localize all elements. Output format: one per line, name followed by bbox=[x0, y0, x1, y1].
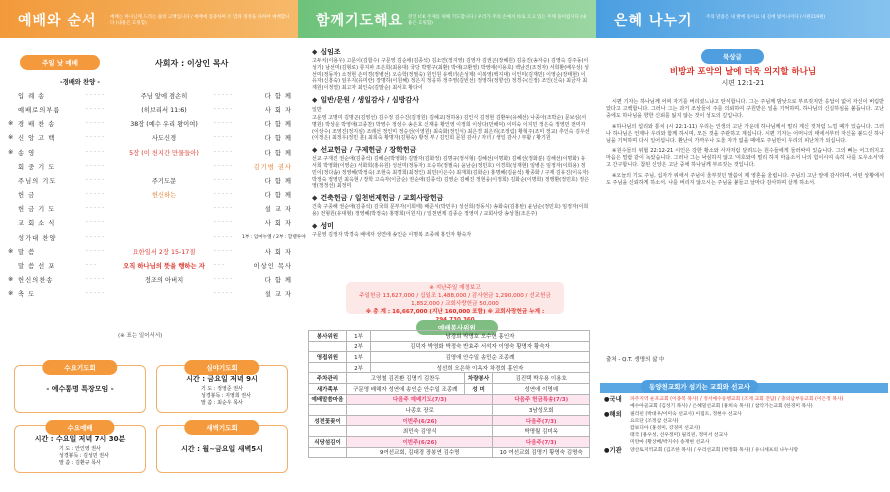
service-row bbox=[309, 426, 590, 437]
worship-person: 다 함 께 bbox=[264, 135, 292, 143]
service-row bbox=[309, 394, 590, 405]
sharing-section-title: 은혜 나누기 bbox=[614, 13, 693, 29]
mission-group bbox=[604, 396, 886, 410]
worship-dots: · · · · · bbox=[214, 176, 233, 184]
wednesday-worship-sub2: 성경봉독 : 김성민 권사 bbox=[59, 453, 109, 459]
worship-row bbox=[8, 202, 293, 216]
worship-content: 요한일서 2장 15-17절 bbox=[132, 248, 196, 256]
worship-item: 입 례 송 bbox=[18, 92, 46, 100]
service-category bbox=[309, 405, 347, 416]
service-row bbox=[309, 362, 590, 373]
service-cell: 이번주(6/26) bbox=[347, 436, 493, 447]
worship-row bbox=[8, 145, 293, 159]
worship-row bbox=[8, 88, 293, 102]
worship-dots: · · · · · bbox=[86, 176, 105, 184]
worship-content: 5장 (이 천지간 만물들아) bbox=[129, 149, 199, 157]
service-cell: 다음주(7/3) bbox=[493, 415, 590, 426]
sharing-column bbox=[596, 0, 890, 492]
worship-content: 사도신경 bbox=[151, 135, 177, 143]
offering-list bbox=[312, 45, 590, 242]
service-cell: 김영애 안수일 송민순 조종례 bbox=[371, 352, 590, 363]
mission-item: 캄보디아 (홍성미, 강경미 선교사) bbox=[630, 426, 701, 431]
worship-dots: · · · · · bbox=[214, 91, 233, 99]
service-cell: 김진택 박우용 이용호 bbox=[493, 373, 590, 384]
service-cell: 구문영 배해자 성연애 송인순 안수일 조종례 bbox=[347, 383, 465, 394]
service-row bbox=[309, 352, 590, 363]
worship-person: 사 회 자 bbox=[264, 220, 292, 228]
mission-item: 예수아골교회 (김성기 목사) / 은혜밀선교회 (홍희숙 목사) / 참악가는교회 (한경미 목사) bbox=[630, 404, 813, 409]
sermon-paragraph: ※오늘의 기도 주님, 십자가 위에서 주님이 울부짖던 말씀이 제 영혼을 울립니다. 주님의 고난 앞에 감사하며, 어떤 상황에서도 주님을 신뢰하게 하소서. 나를 버리지 않으시는 주님을 붙들고 날마다 감사하며 살게 하소서. bbox=[606, 173, 884, 187]
mission-label: ●국내 bbox=[604, 396, 622, 403]
worship-section-title: 예배와 순서 bbox=[18, 13, 97, 29]
sermon-title: 비방과 포악의 날에 더욱 의지할 하나님 bbox=[669, 67, 817, 77]
mission-item: 양산토지역교회 (김조한 목사) / 우리선교회 (박정화 목사) / 유니세프의 나누사랑 bbox=[630, 448, 799, 453]
service-row bbox=[309, 331, 590, 342]
worship-dots: · · · · · bbox=[214, 233, 233, 241]
worship-row bbox=[8, 74, 293, 88]
sermon-paragraph: 시편 기자는 하나님께 어찌 자기를 버리셨느냐고 탄식합니다. 그는 주님께 밤낮으로 부르짖지만 응답이 없어 자신이 버림받았다고 고백합니다. 그러나 그는 과거 조상들이 주를 의뢰하여 구원받은 일을 기억하며, 하나님의 신실하심을 붙듭니다. 고난 중에도 하나님을 향한 신뢰를 잃지 않는 것이 성도의 길입니다. bbox=[606, 99, 884, 119]
worship-header-note: 예배는 하나님께 드리는 삶의 고백입니다 / 예배에 집중하며 온 맘과 정성을 다하여 예배합니다 (내용은 흐릿함) bbox=[110, 15, 290, 26]
worship-person: 사 회 자 bbox=[264, 106, 292, 114]
worship-mark: ※ bbox=[8, 290, 14, 298]
worship-item: 말 씀 bbox=[18, 248, 36, 256]
prayer-column bbox=[298, 0, 596, 492]
worship-content: 헌신하는 bbox=[151, 192, 177, 200]
service-category bbox=[309, 426, 347, 437]
worship-person: 다 함 께 bbox=[264, 177, 292, 185]
service-category: 봉사위원 bbox=[309, 331, 347, 342]
worship-mark: ※ bbox=[8, 148, 14, 156]
sermon-reference: 시편 12:1-21 bbox=[721, 79, 765, 87]
service-row bbox=[309, 415, 590, 426]
worship-item: 회 중 기 도 bbox=[18, 163, 56, 171]
finance-report-detail: 주일헌금 13,627,000 / 십일조 1,488,000 / 감사헌금 1,290,000 / 선교헌금 1,852,000 / 교회사랑헌금 50,000 bbox=[359, 293, 551, 307]
dawn-prayer-time: 시간 : 월~금요일 새벽5시 bbox=[181, 445, 263, 453]
offering-section-title bbox=[312, 95, 590, 105]
offering-section-sub: 일반 bbox=[312, 106, 322, 113]
dawn-prayer-box bbox=[156, 425, 288, 473]
worship-item: 주님의 기도 bbox=[18, 177, 57, 185]
mission-label: ●기관 bbox=[604, 447, 622, 454]
service-category bbox=[309, 362, 347, 373]
sermon-text bbox=[606, 99, 884, 191]
worship-dots: · · · · · bbox=[214, 290, 233, 298]
worship-mark: ※ bbox=[8, 134, 14, 142]
worship-row bbox=[8, 117, 293, 131]
worship-order-list bbox=[8, 74, 306, 301]
service-cell: 김덕자 박영화 박정숙 반효주 서석자 이영숙 황명자 황숙자 bbox=[371, 341, 590, 352]
worship-dots: · · · · · bbox=[86, 205, 105, 213]
worship-content: 오직 하나님의 뜻을 행하는 자 bbox=[123, 263, 205, 271]
worship-row bbox=[8, 216, 293, 230]
worship-dots: · · · · · bbox=[86, 105, 105, 113]
worship-dots: · · · · · bbox=[86, 219, 105, 227]
worship-dots: · · · · · bbox=[214, 162, 233, 170]
worship-person: 이상인 목사 bbox=[253, 263, 292, 271]
service-cell: 다음주 예배기도(7/3) bbox=[347, 394, 493, 405]
worship-content: 주기도문 bbox=[151, 177, 177, 185]
mission-group bbox=[604, 447, 886, 454]
worship-header-band bbox=[0, 0, 298, 38]
wednesday-worship-time: 시간 : 수요일 저녁 7시 30분 bbox=[34, 435, 126, 443]
worship-dots: · · · bbox=[86, 262, 97, 270]
worship-mark: ※ bbox=[8, 276, 14, 284]
worship-dots: · · · · · bbox=[214, 205, 233, 213]
night-prayer-sub2: 성경봉독 : 지영희 권사 bbox=[201, 393, 251, 399]
worship-person: 사 회 자 bbox=[264, 248, 292, 256]
offering-section-label: 선교헌금 / 구제헌금 / 장학헌금 bbox=[320, 146, 417, 155]
service-cell: 박명월 김미옥 bbox=[493, 426, 590, 437]
mission-items bbox=[630, 411, 886, 446]
service-cell: 차량봉사 bbox=[464, 373, 493, 384]
service-row bbox=[309, 383, 590, 394]
worship-person: 다 함 께 bbox=[264, 192, 292, 200]
worship-heading: -경배와 찬양 - bbox=[60, 78, 101, 86]
sharing-header-band bbox=[596, 0, 890, 38]
offering-section-title bbox=[312, 193, 590, 203]
worship-row bbox=[8, 273, 293, 287]
worship-content: 주님 앞에 겸손히 bbox=[140, 92, 188, 100]
sermon-source: 출처 - Q.T. 생명의 삶 中 bbox=[606, 357, 665, 363]
offering-section-label: 심임조 bbox=[320, 48, 341, 56]
service-cell: 3남성모회 bbox=[493, 405, 590, 416]
mission-item: 요르단 (조정삼 선교사) bbox=[630, 419, 679, 424]
service-team-pill: 예배봉사위원 bbox=[416, 320, 498, 335]
offering-section-names: 고운영 고명미 김명곤(김영선) 김수정 김수진(김정원) 김혜교(정하용) 김인식 김정현 김환두(유혜선) 나종아(조박순) 문보심(서명원) 박상운 박영애(고종찬) 박영수 정성수 송은호 신재웅 황인영 이정희 이상다(민해덕) 이미숙 이지민 정은숙 정영민 전미자(이상수) 조영진(정지심) 조래선 정인미 정승선(이영원) 최숙화(정인식) 최은경 최은리(조정림) 황혁주(조미 정교) 추인숙 김우선(이정은) 최정우(정민 훈) 최희숙 황명자(김형숙) 황정 부 / 김인희 문원 감사 / 자녀 / 생일 감사 / 부활 / 황기원 bbox=[312, 114, 590, 142]
worship-row bbox=[8, 159, 293, 173]
worship-item: 성가대 찬양 bbox=[18, 234, 57, 242]
diamond-icon: ◆ bbox=[312, 194, 318, 203]
worship-person: 설 교 자 bbox=[264, 206, 292, 214]
finance-report bbox=[346, 282, 564, 314]
worship-dots: · · · · · bbox=[214, 247, 233, 255]
diamond-icon: ◆ bbox=[312, 48, 318, 56]
worship-dots: · · · · · bbox=[86, 276, 105, 284]
diamond-icon: ◆ bbox=[312, 221, 318, 230]
worship-row bbox=[8, 188, 293, 202]
service-category: 영접위원 bbox=[309, 352, 347, 363]
service-team-table bbox=[308, 330, 590, 458]
service-cell: 성연애 이명예 bbox=[493, 383, 590, 394]
service-cell: 성선희 오은하 이옥자 차경희 홍인자 bbox=[371, 362, 590, 373]
wednesday-meeting-title: 수요기도회 bbox=[42, 360, 117, 375]
worship-content: 38장 (예수 우리 왕이여) bbox=[130, 121, 198, 129]
worship-row bbox=[8, 173, 293, 187]
offering-section-label: 일반/문원 / 생일감사 / 심방감사 bbox=[320, 95, 419, 104]
worship-dots: · · · · · bbox=[86, 290, 105, 298]
worship-person: 다 함 께 bbox=[264, 149, 292, 157]
offering-section-label: 건축헌금 / 일천번제헌금 / 교회사랑헌금 bbox=[320, 194, 444, 203]
mission-group bbox=[604, 411, 886, 446]
finance-report-total: ※ 총 계 : 16,667,000 (지난 160,000 포함) ※ 교회사랑헌금 누계 : bbox=[365, 309, 545, 315]
service-category: 성전꽃꽂이 bbox=[309, 415, 347, 426]
worship-dots: · · · · · bbox=[214, 105, 233, 113]
service-cell: 이번주(6/26) bbox=[347, 415, 493, 426]
service-cell: 다음주(7/3) bbox=[493, 436, 590, 447]
worship-person: 다 함 께 bbox=[264, 92, 292, 100]
service-subgroup: 1부 bbox=[347, 352, 371, 363]
mission-items bbox=[630, 447, 886, 454]
worship-dots: · · · · · bbox=[86, 247, 105, 255]
worship-row bbox=[8, 230, 306, 244]
service-category: 주차관리 bbox=[309, 373, 347, 384]
offering-section-title bbox=[312, 47, 590, 57]
worship-row bbox=[8, 258, 293, 272]
sunday-worship-pill: 주일 낮 예배 bbox=[20, 55, 100, 70]
service-cell: 성 미 bbox=[464, 383, 493, 394]
service-cell: 다음주 헌금특송(7/3) bbox=[493, 394, 590, 405]
worship-item: 말 씀 선 포 bbox=[18, 263, 56, 271]
offering-section-title bbox=[312, 221, 590, 231]
worship-dots: · · · · · bbox=[214, 219, 233, 227]
sermon-paragraph: ※하나님의 섭리와 통치 (시 22:1-11) 우리는 인생의 고난 가운데 하나님께서 멀리 계신 것처럼 느낄 때가 있습니다. 그러나 하나님은 언제나 우리와 함께 하시며, 모든 것을 주관하고 계십니다. 시편 기자는 어머니의 태에서부터 자신을 붙드신 하나님을 기억하며 다시 일어섭니다. 환난이 가까우나 도울 자가 없을 때에도 주님만이 우리의 피난처가 되십니다. bbox=[606, 123, 884, 144]
worship-mark: ※ bbox=[8, 120, 14, 128]
service-cell: 9여선교회, 김대경 장봉연 김수명 bbox=[347, 447, 493, 458]
night-prayer-box bbox=[156, 365, 288, 413]
worship-order-column bbox=[0, 0, 306, 492]
night-prayer-title: 심야기도회 bbox=[184, 360, 259, 375]
offering-section-names: 고두치(이용우) 고문이(김합수) 구문영 김순애(김종석) 김소연(정지영) 김영자 김권곤(장혜원) 김응진(송자승) 김영숙 김주동(이성기) 남선미(김형로) 류지파 조은희(최용대) 국당 박명구(최환) 박애(고환영) 박영애(이용호) 백남진(조정자) 서희환(배우성) 성선미(정동자) 소정현 손미경(정병선) 오승학(정필숙) 원인원 유백녀(손성제) 이복영(백지대) 이인미(김재민) 이영순(장태현) 이유자(신흥숙) 임우지(유미란) 장명하(이원혜) 정은지 정응하 정주영(김빈선) 정영하(정향선) 정경수(신정) 조인(신숙) 최금자 최재원(이정열) 최고자 최인숙(김말순) 최서호 황다이 bbox=[312, 58, 589, 92]
worship-person: 다 함 께 bbox=[264, 121, 292, 129]
worship-dots: · · · · · bbox=[86, 120, 105, 128]
mission-item: 태국 (용우성, 선우정미) 필리핀, 정미서 선교사 bbox=[630, 433, 728, 438]
offering-section-names: 구문영 김정자 박경숙 배애자 성연애 송인순 이명복 조종례 홍인자 황숙자 bbox=[312, 231, 472, 238]
worship-dots: · · · · · bbox=[86, 148, 105, 156]
service-category: 예배말씀마음 bbox=[309, 394, 347, 405]
worship-dots: · · · · · bbox=[86, 233, 105, 241]
worship-dots: · · · · · bbox=[86, 91, 105, 99]
mission-items bbox=[630, 396, 886, 410]
wednesday-worship-sub1: 기 도 : 안인영 권사 bbox=[59, 446, 101, 452]
worship-item: 경 배 찬 송 bbox=[18, 121, 56, 129]
wednesday-worship-title: 수요예배 bbox=[45, 420, 114, 435]
mission-item: 필리핀 (박대우/이미숙 선교사) 이집트, 정현수 선교사 bbox=[630, 412, 742, 417]
worship-dots: · · · · · bbox=[214, 148, 233, 156]
service-subgroup: 1부 bbox=[347, 331, 371, 342]
worship-person: 김기범 권사 bbox=[253, 163, 292, 171]
worship-person: 1부 : 임마누엘 / 2부 : 할렐루야 bbox=[242, 235, 306, 241]
service-cell: 나종호 장로 bbox=[347, 405, 493, 416]
service-category: 식당섬김이 bbox=[309, 436, 347, 447]
mission-title: 동양천교회가 섬기는 교회와 선교사 bbox=[641, 380, 758, 393]
offering-section-label: 성미 bbox=[320, 221, 334, 230]
wednesday-meeting-line: - 예수통명 특장모임 - bbox=[46, 385, 114, 393]
worship-item: 교 회 소 식 bbox=[18, 220, 56, 228]
worship-content: (히브리서 11:6) bbox=[141, 106, 187, 114]
service-row bbox=[309, 373, 590, 384]
worship-row bbox=[8, 102, 293, 116]
night-prayer-sub1: 기 도 : 정영준 권사 bbox=[201, 386, 243, 392]
prayer-section-title: 함께기도해요 bbox=[316, 13, 404, 29]
wednesday-meeting-box bbox=[14, 365, 146, 413]
mission-item: 파주지역 운포교회 (이종복 목사) / 정서예수동행교회 (조계 교회 전담) / 충의남부동교회 (이은정 목사) bbox=[630, 397, 844, 402]
worship-item: 헌신의찬송 bbox=[18, 277, 54, 285]
prayer-header-note: 전인 ICK 주제를 위해 기도합니다 / 우리가 주의 손에서 바로 오고 있는 주께 돌이킵시다 (내용은 흐릿함) bbox=[408, 15, 587, 26]
finance-report-title: ※ 지난주일 재정보고 bbox=[429, 285, 481, 291]
service-row bbox=[309, 341, 590, 352]
diamond-icon: ◆ bbox=[312, 146, 318, 155]
worship-dots: · · · · · bbox=[214, 276, 233, 284]
service-category bbox=[309, 341, 347, 352]
worship-row bbox=[8, 287, 293, 301]
mission-item: 미얀마 (황상배/박지수) 송재현 선교사 bbox=[630, 440, 710, 445]
prayer-header-band bbox=[298, 0, 596, 38]
worship-row bbox=[8, 244, 293, 258]
worship-dots: · · · · · bbox=[214, 120, 233, 128]
service-subgroup: 2부 bbox=[347, 362, 371, 373]
worship-item: 송 영 bbox=[18, 149, 36, 157]
diamond-icon: ◆ bbox=[312, 95, 318, 104]
worship-dots: · · · · · bbox=[214, 191, 233, 199]
worship-dots: · · · · · bbox=[214, 134, 233, 142]
service-category bbox=[309, 447, 347, 458]
service-category: 새가족부 bbox=[309, 383, 347, 394]
worship-person: 설 교 자 bbox=[264, 291, 292, 299]
offering-section-names: 건축 구종해 권순애(김종석) 김국희 문부자(이희태) 배준식(박민우) 성선희(정동식) 송화숙(김홍탄) 윤남순(정민호) 임정자(이희용) 전형원(유대형) 정영혜(박정숙) 홍명희(이원지) / 일천번제 김종순 정영미 / 교회사랑 송상철(조은주) bbox=[312, 204, 589, 217]
worship-item: 축 도 bbox=[18, 291, 36, 299]
wednesday-worship-sub3: 말 씀 : 김환규 목사 bbox=[59, 460, 101, 466]
worship-item: 예배로의부름 bbox=[18, 106, 61, 114]
night-prayer-time: 시간 : 금요일 저녁 9시 bbox=[186, 375, 258, 383]
sharing-header-note: 주의 말씀은 내 발에 등이요 내 길에 빛이니이다 (시편119편) bbox=[706, 15, 826, 20]
service-cell: 10 여선교회 김명기 황명숙 김명숙 bbox=[493, 447, 590, 458]
offering-section-names: 선교 구재진 권순애(김종석) 김혜순(박영화) 김말자(김화정) 김명규(정서형) 김혜선(이명화) 김혜선(정화분) 김해선(이명화) 유서희 박영화(이영순) 서화희(홍유원) 성선미(정동자) 오승하(정필숙) 윤남순(정민호) 이경희(성재현) 임병은 임정자(이희용) 정민이(정다솜) 정영혜(박정숙) 조현숙 최경희(최정인) 최민(이은수) 최재희(김화순) 홍명혜(김윤석) 황종화 / 구제 김유진(이옥자) 박정숙 정영민 최옥현 / 장학 고숙자(이금순) 권순애(김종석) 김영순 김혜진 정현웅(이정희) 김화순(이명희) 정맹환(정민호) 정은영(정정선) 최정미 bbox=[312, 156, 589, 190]
offering-section-title bbox=[312, 145, 590, 155]
worship-person: 다 함 께 bbox=[264, 277, 292, 285]
mission-label: ●해외 bbox=[604, 411, 622, 418]
mission-list bbox=[604, 396, 886, 455]
service-row bbox=[309, 447, 590, 458]
service-cell: 남경희 박명호 오수현 홍인자 bbox=[371, 331, 590, 342]
worship-content: 정조의 아버지 bbox=[144, 277, 184, 285]
service-row bbox=[309, 405, 590, 416]
worship-dots: · · · bbox=[214, 262, 225, 270]
service-row bbox=[309, 436, 590, 447]
night-prayer-sub3: 말 씀 : 최순우 목사 bbox=[201, 400, 243, 406]
worship-item: 헌 금 bbox=[18, 192, 36, 200]
worship-dots: · · · · · bbox=[86, 162, 105, 170]
dawn-prayer-title: 새벽기도회 bbox=[184, 420, 259, 435]
worship-item: 헌 금 기 도 bbox=[18, 206, 56, 214]
wednesday-worship-box bbox=[14, 425, 146, 473]
service-subgroup: 2부 bbox=[347, 341, 371, 352]
meditation-pill: 묵상글 bbox=[701, 49, 764, 64]
stand-note: (※ 표는 일어서서) bbox=[118, 333, 163, 339]
worship-leader: 사회자 : 이상인 목사 bbox=[155, 59, 229, 68]
worship-dots: · · · · · bbox=[86, 191, 105, 199]
worship-row bbox=[8, 131, 293, 145]
service-cell: 최민숙 김영식 bbox=[347, 426, 493, 437]
worship-dots: · · · · · bbox=[86, 134, 105, 142]
service-cell: 고영철 김진환 김명기 김찬두 bbox=[347, 373, 465, 384]
sermon-paragraph: ※원수들의 위협 22:12-21 시인은 강한 황소와 사자처럼 달려드는 원수들에게 둘러싸여 있습니다. 그의 뼈는 어그러지고 마음은 밀랍 같이 녹았습니다. 그러나 그는 낙심하지 않고 '여호와여 멀리 하지 마옵소서 나의 힘이시여 속히 나를 도우소서'라고 간구합니다. 참된 신앙은 고난 중에 하나님께 부르짖는 것입니다. bbox=[606, 148, 884, 169]
worship-item: 신 앙 고 백 bbox=[18, 135, 56, 143]
worship-mark: ※ bbox=[8, 247, 14, 255]
